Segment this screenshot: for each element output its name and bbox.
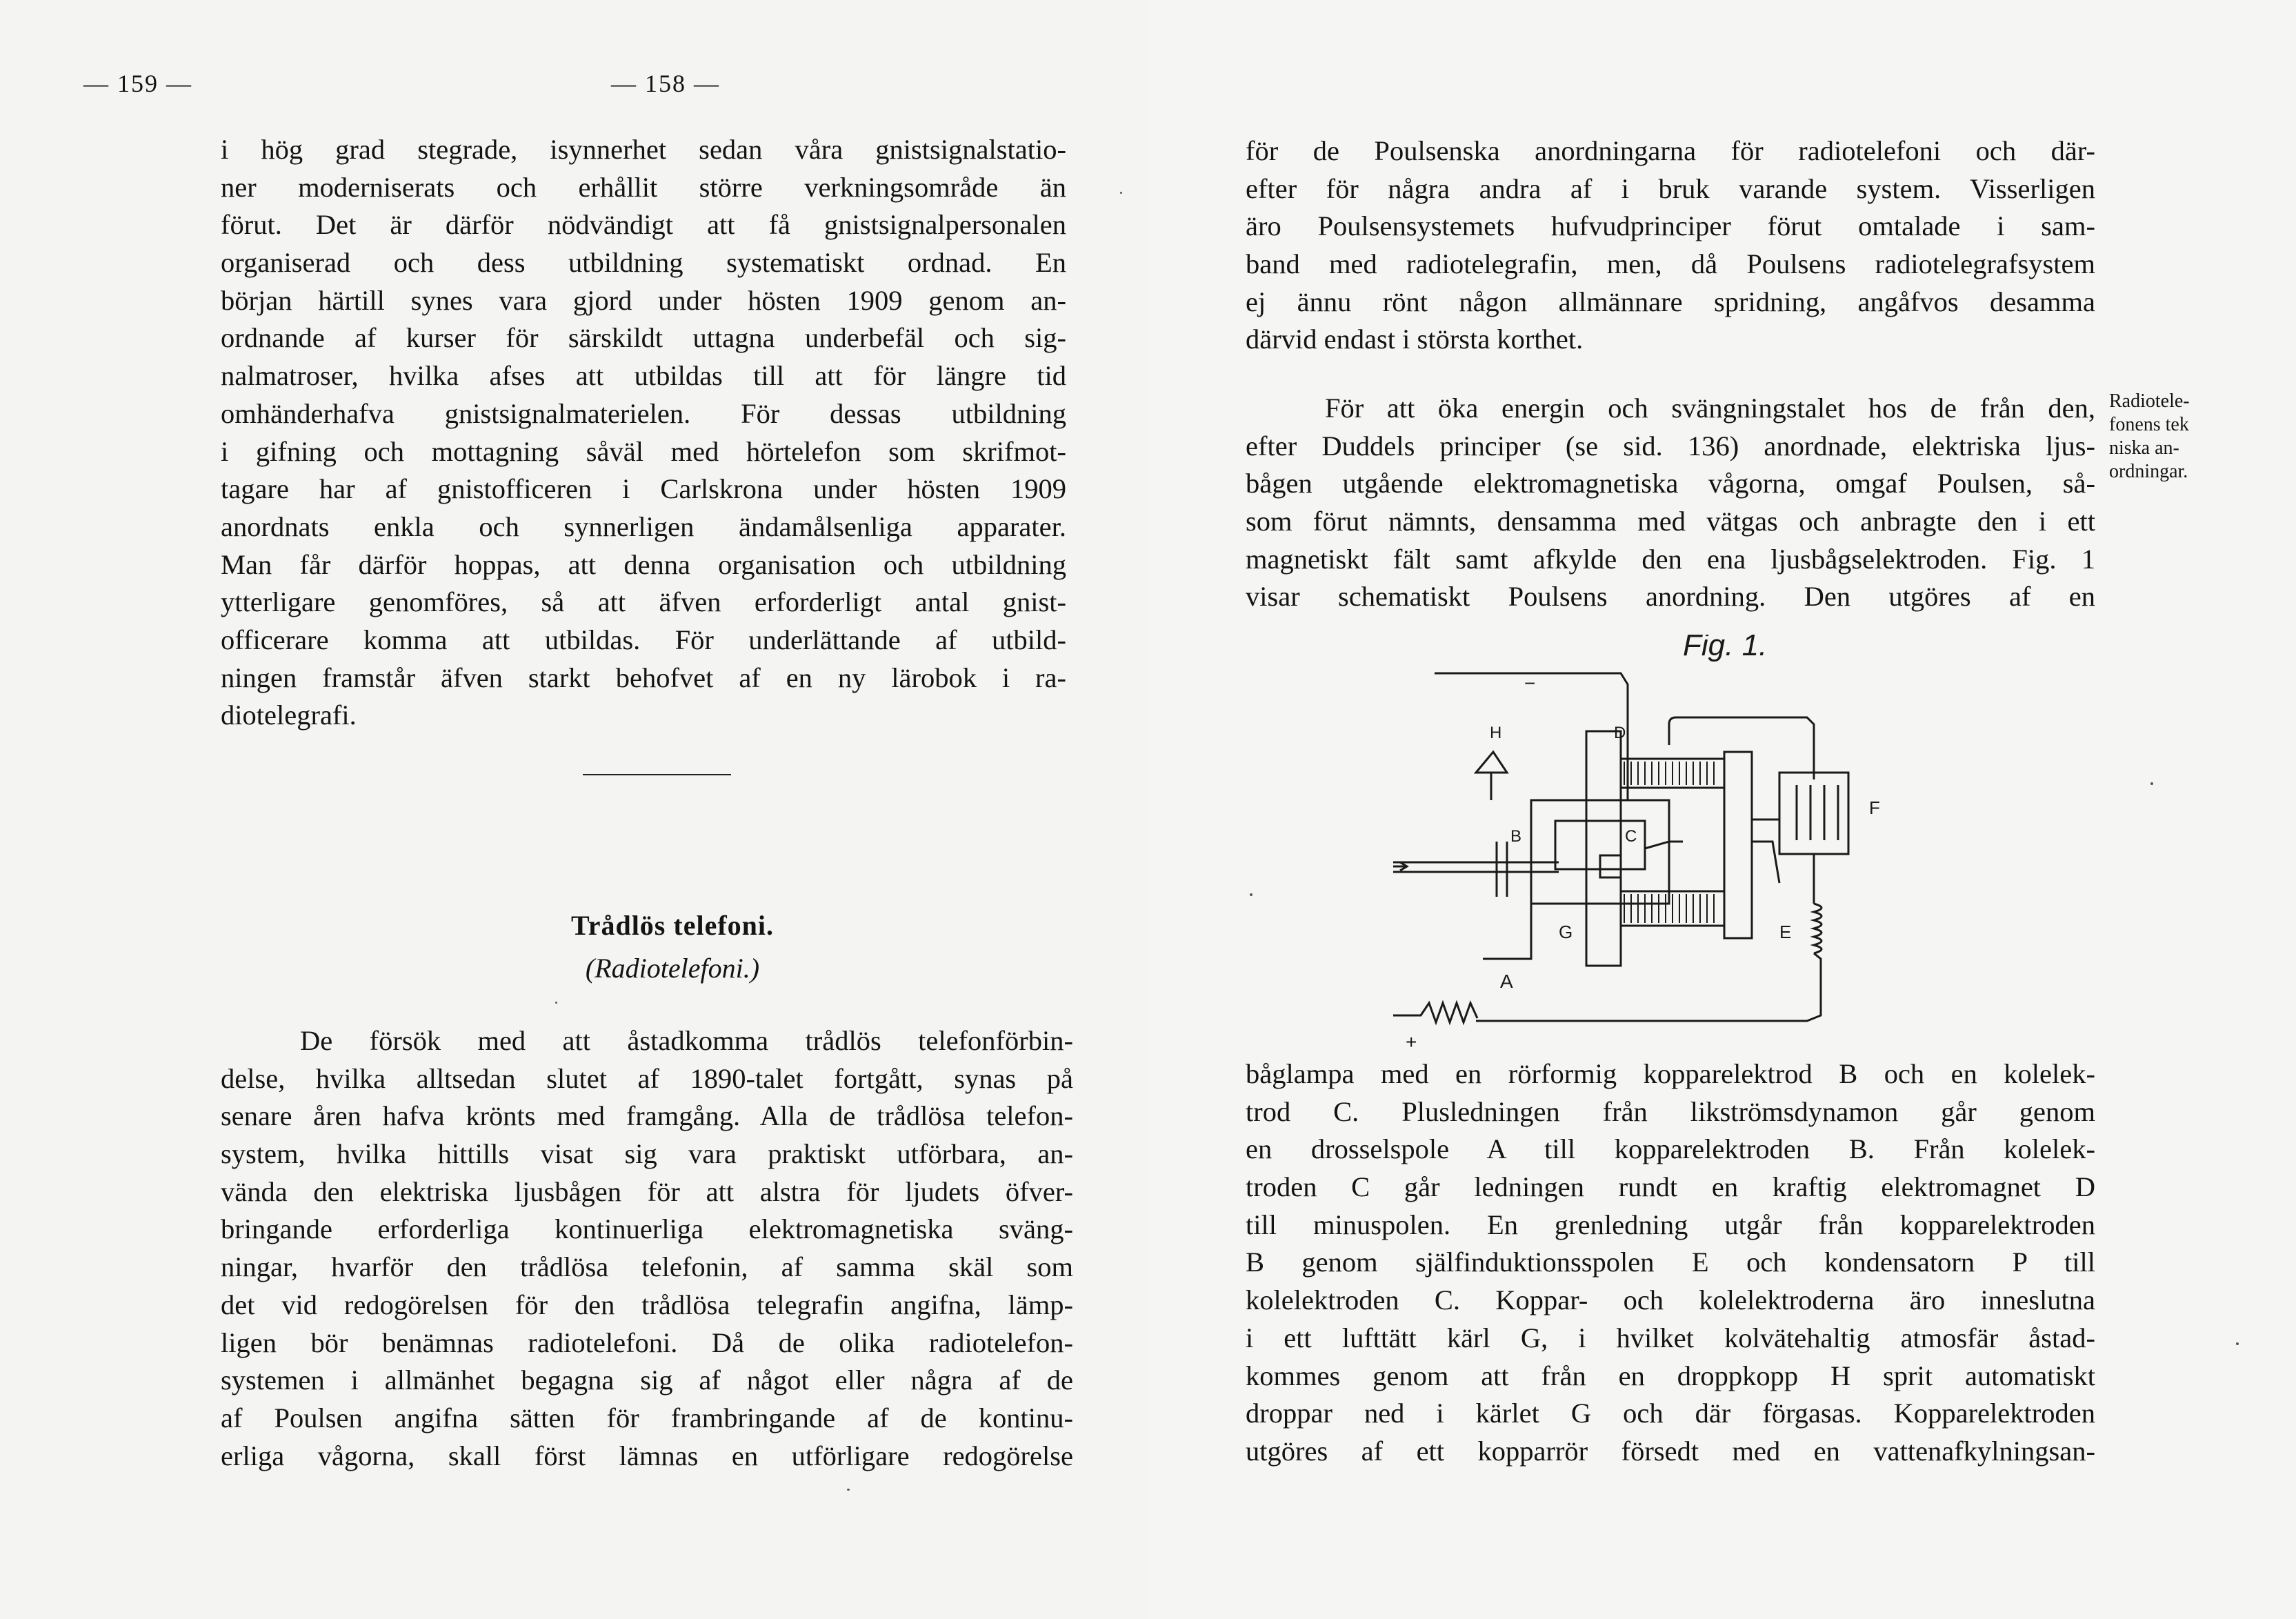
text-line: kommes genom att från en droppkopp H sprit automatiskt [1246,1360,2095,1391]
margin-note-line: ordningar. [2109,461,2188,482]
page-number-left: — 158 — [611,70,720,97]
text-line: B genom själfinduktionsspolen E och kondensatorn P till [1246,1246,2095,1278]
print-speck [1250,893,1252,896]
text-line: ej ännu rönt någon allmännare spridning, angåfvos desamma [1246,286,2095,317]
text-line: äro Poulsensystemets hufvudprinciper förut omtalade i sam- [1246,210,2095,242]
print-speck [1120,192,1122,194]
text-line: ordnande af kurser för särskildt uttagna underbefäl och sig- [221,322,1066,354]
print-speck [2236,1342,2239,1345]
label-f: F [1869,797,1880,818]
text-line: troden C går ledningen rundt en kraftig elektromagnet D [1246,1171,2095,1203]
section-divider [583,774,731,775]
text-line: ligen bör benämnas radiotelefoni. Då de olika radiotelefon- [221,1327,1073,1358]
text-line: därvid endast i största korthet. [1246,324,1584,355]
margin-note [2109,390,2295,484]
text-line: det vid redogörelsen för den trådlösa telegrafin angifna, lämp- [221,1289,1073,1320]
text-line: delse, hvilka alltsedan slutet af 1890-talet fortgått, synas på [221,1062,1073,1094]
text-line: för de Poulsenska anordningarna för radiotelefoni och där- [1246,135,2095,166]
text-line: en drosselspole A till kopparelektroden B. Från kolelek- [1246,1133,2095,1165]
page-number-right: — 159 — [83,70,192,97]
text-line: band med radiotelegrafin, men, då Poulsens radiotelegrafsystem [1246,248,2095,280]
left-paragraph-2 [221,1022,1073,1475]
copper-tube-b [1393,862,1559,872]
text-line: tagare har af gnistofficeren i Carlskrona under hösten 1909 [221,473,1066,505]
print-speck [2150,782,2153,785]
text-line: till minuspolen. En grenledning utgår från kopparelektroden [1246,1209,2095,1240]
right-paragraph-2 [1246,390,2095,616]
label-e: E [1779,922,1792,942]
drip-cup-h [1476,752,1507,773]
text-line: början härtill synes vara gjord under hösten 1909 genom an- [221,284,1066,316]
text-line: officerare komma att utbildas. För underlättande af utbild- [221,624,1066,655]
text-line: ytterligare genomföres, så att äfven erforderligt antal gnist- [221,586,1066,618]
text-line: magnetiskt fält samt afkylde den ena ljusbågselektroden. Fig. 1 [1246,543,2095,575]
text-line: utgöres af ett kopparrör försedt med en vattenafkylningsan- [1246,1435,2095,1467]
text-line: ner moderniserats och erhållit större verkningsområde än [221,171,1066,203]
text-line: i hög grad stegrade, isynnerhet sedan våra gnistsignalstatio- [221,134,1066,165]
text-line: nalmatroser, hvilka afses att utbildas till att för längre tid [221,360,1066,392]
section-subtitle: (Radiotelefoni.) [585,953,760,984]
text-line: bågen utgående elektromagnetiska vågorna, omgaf Poulsen, så- [1246,468,2095,499]
label-g: G [1559,922,1573,942]
text-line: båglampa med en rörformig kopparelektrod B och en kolelek- [1246,1058,2095,1089]
label-a: A [1500,971,1513,992]
text-line: i ett lufttätt kärl G, i hvilket kolvätehaltig atmosfär åstad- [1246,1322,2095,1353]
text-line: senare åren hafva krönts med framgång. Alla de trådlösa telefon- [221,1100,1073,1132]
label-minus: − [1524,673,1536,694]
print-speck [847,1489,850,1491]
left-paragraph-1 [221,131,1066,735]
text-line: af Poulsen angifna sätten för frambringande af de kontinu- [221,1402,1073,1433]
text-line: trod C. Plusledningen från likströmsdynamon går genom [1246,1095,2095,1127]
text-line: förut. Det är därför nödvändigt att få gnistsignalpersonalen [221,209,1066,241]
label-d: D [1614,724,1626,742]
text-line: De försök med att åstadkomma trådlös telefonförbin- [300,1025,1073,1056]
text-line: i gifning och mottagning såväl med hörtelefon som skrifmot- [221,435,1066,467]
right-paragraph-1 [1246,132,2095,359]
text-line: droppar ned i kärlet G och där förgasas. Kopparelektroden [1246,1398,2095,1429]
text-line: visar schematiskt Poulsens anordning. Den utgöres af en [1246,581,2095,613]
label-b: B [1510,827,1522,846]
right-paragraph-3 [1246,1055,2095,1471]
text-line: diotelegrafi. [221,699,357,731]
text-line: efter Duddels principer (se sid. 136) anordnade, elektriska ljus- [1246,430,2095,461]
inductor-e-coil [1814,904,1821,953]
text-line: systemen i allmänhet begagna sig af något eller några af de [221,1364,1073,1396]
section-title: Trådlös telefoni. [570,910,774,941]
label-plus: + [1406,1031,1417,1053]
circuit-diagram [1393,635,1931,1055]
margin-note-line: niska an- [2109,437,2179,459]
text-line: omhänderhafva gnistsignalmaterielen. För dessas utbildning [221,397,1066,429]
label-c: C [1625,827,1637,846]
text-line: kolelektroden C. Koppar- och kolelektroderna äro inneslutna [1246,1284,2095,1316]
text-line: vända den elektriska ljusbågen för att alstra för ljudets öfver- [221,1175,1073,1207]
text-line: system, hvilka hittills visat sig vara praktiskt utförbara, an- [221,1138,1073,1170]
text-line: anordnats enkla och synnerligen ändamålsenliga apparater. [221,510,1066,542]
top-return-wire [1669,717,1814,779]
text-line: organiserad och dess utbildning systematiskt ordnad. En [221,247,1066,279]
label-h: H [1490,724,1502,742]
text-line: efter för några andra af i bruk varande system. Visserligen [1246,172,2095,204]
text-line: som förut nämnts, densamma med vätgas och anbragte den i ett [1246,506,2095,537]
figure-poulsen-arc [1393,635,1931,1055]
text-line: ningen framstår äfven starkt behofvet af en ny lärobok i ra- [221,662,1066,693]
text-line: bringande erforderliga kontinuerliga elektromagnetiska sväng- [221,1213,1073,1245]
bottom-wire [1476,953,1821,1021]
margin-note-line: Radiotele- [2109,390,2190,412]
text-line: erliga vågorna, skall först lämnas en utförligare redogörelse [221,1440,1073,1471]
print-speck [555,1002,557,1004]
text-line: ningar, hvarför den trådlösa telefonin, af samma skäl som [221,1251,1073,1283]
figure-caption: Fig. 1. [1683,635,1768,662]
resistor-a [1393,1003,1477,1022]
text-line: För att öka energin och svängningstalet hos de från den, [1325,393,2095,424]
margin-note-line: fonens tek [2109,414,2189,435]
text-line: Man får därför hoppas, att denna organisation och utbildning [221,548,1066,580]
